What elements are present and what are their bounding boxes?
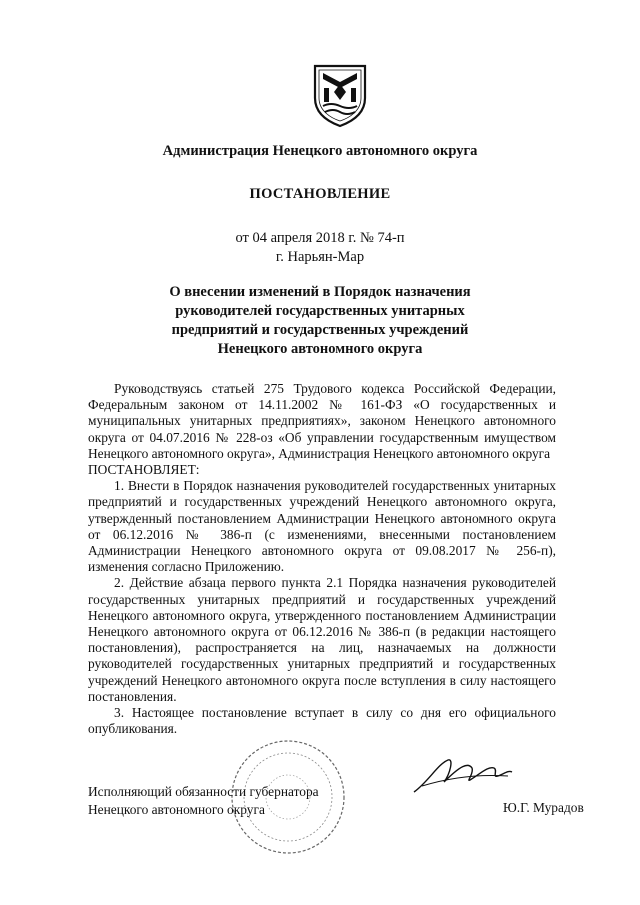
item-paragraph-2: 2. Действие абзаца первого пункта 2.1 Порядка назначения руководителей государственных унитарных предприятий и государственных учреждений Ненецкого автономного округа, утвержденного постановлением Администрации Ненецкого автономного округа от 06.12.2016 № 386-п (в редакции настоящего постановления), распространяется на лиц, назначаемых на должности руководителей государственных унитарных предприятий и государственных учреждений Ненецкого автономного округа после вступления в силу настоящего постановления.	[88, 575, 556, 704]
document-type: ПОСТАНОВЛЕНИЕ	[249, 186, 391, 202]
decree-word: ПОСТАНОВЛЯЕТ:	[88, 462, 200, 478]
item-paragraph-1: 1. Внести в Порядок назначения руководителей государственных унитарных предприятий и государственных учреждений Ненецкого автономного округа, утвержденный постановлением Администрации Ненецкого автономного округа от 06.12.2016 № 386-п (с изменениями, внесенными постановлением Администрации Ненецкого автономного округа от 09.08.2017 № 256-п), изменения согласно Приложению.	[88, 478, 556, 575]
handwritten-signature-icon	[408, 752, 518, 802]
title-line: предприятий и государственных учреждений	[171, 322, 469, 338]
document-body	[88, 381, 556, 737]
signatory-position-line: Ненецкого автономного округа	[88, 802, 265, 817]
document-title	[0, 283, 640, 359]
document-city: г. Нарьян-Мар	[275, 249, 365, 265]
title-line: руководителей государственных унитарных	[175, 303, 465, 319]
preamble-paragraph: Руководствуясь статьей 275 Трудового кодекса Российской Федерации, Федеральным законом от 14.11.2002 № 161-ФЗ «О государственных и муниципальных унитарных предприятиях», законом Ненецкого автономного округа от 04.07.2016 № 228-оз «Об управлении государственным имуществом Ненецкого автономного округа», Администрация Ненецкого автономного округа	[88, 381, 556, 461]
organization-name: Администрация Ненецкого автономного округа	[162, 143, 478, 159]
coat-of-arms-icon	[311, 62, 369, 128]
item-paragraph-3: 3. Настоящее постановление вступает в силу со дня его официального опубликования.	[88, 705, 556, 737]
title-line: Ненецкого автономного округа	[217, 341, 423, 357]
document-date-number: от 04 апреля 2018 г. № 74-п	[235, 230, 405, 246]
title-line: О внесении изменений в Порядок назначения	[169, 284, 471, 300]
signatory-position-line: Исполняющий обязанности губернатора	[88, 784, 319, 799]
signatory-position	[88, 783, 319, 819]
signatory-name: Ю.Г. Мурадов	[503, 800, 584, 815]
